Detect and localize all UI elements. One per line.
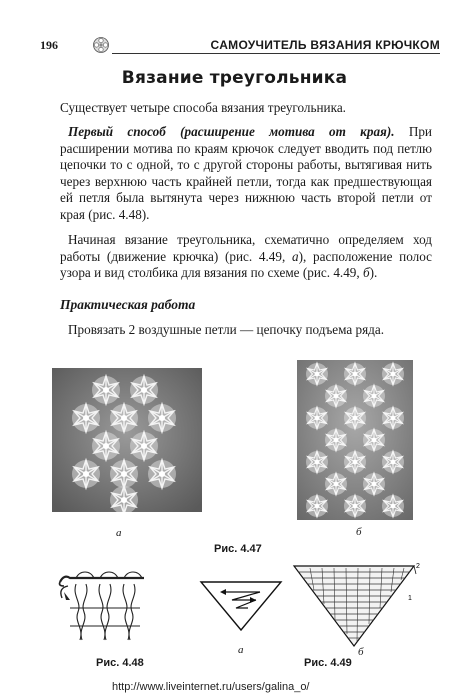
practical-step: Провязать 2 воздушные петли — цепочку подъема ряда.: [68, 322, 385, 337]
method1-paragraph: [60, 124, 432, 223]
start-ref-b: б: [363, 265, 370, 280]
method1-text: При расширении мотива по краям крючок следует вводить под петлю цепочки то с одной, то с другой стороны работы, вытягивая нить через верхнюю часть крайней петли, тогда как предшествующая ей петля была вытянута через нижнюю часть второй петли от края (рис. 4.48).: [60, 124, 432, 222]
start-text-3: ).: [369, 265, 378, 280]
section-title: Вязание треугольника: [121, 68, 348, 88]
chart-mark-1: 1: [408, 595, 412, 602]
fig448-caption: Рис. 4.48: [96, 657, 144, 669]
fig449-caption: Рис. 4.49: [304, 657, 352, 669]
lace-photo-b: [297, 360, 413, 520]
flower-ornament-icon: [92, 36, 110, 54]
practical-heading: Практическая работа: [60, 297, 196, 312]
header-rule: [112, 53, 440, 54]
running-title: САМОУЧИТЕЛЬ ВЯЗАНИЯ КРЮЧКОМ: [210, 38, 440, 52]
fig447-label-b: б: [356, 526, 362, 538]
watermark-url: http://www.liveinternet.ru/users/galina_o/: [112, 681, 310, 693]
stitch-pattern-chart: [290, 560, 426, 650]
method1-start-paragraph: [60, 232, 432, 282]
page-number: 196: [40, 38, 58, 52]
intro-paragraph: Существует четыре способа вязания треугольника.: [60, 100, 346, 115]
start-text-1: Начиная вязание треугольника, схематично определяем ход работы (движение крючка) (рис. 4.49,: [60, 232, 432, 264]
chart-mark-2: 2: [416, 563, 420, 570]
method1-lead: Первый способ (расширение мотива от края).: [68, 124, 395, 139]
lace-photo-a: [52, 368, 202, 512]
hook-direction-diagram: [198, 578, 284, 634]
fig447-label-a: а: [116, 527, 122, 539]
page-header: [40, 36, 440, 56]
fig449-label-b: б: [358, 646, 364, 658]
fig449-label-a: а: [238, 644, 244, 656]
start-ref-a: а: [292, 248, 299, 264]
start-text-2: ), расположение полос узора и вид столбика для вязания по схеме (рис. 4.49,: [60, 248, 432, 280]
crochet-hook-illustration: [56, 568, 152, 652]
fig447-caption: Рис. 4.47: [214, 543, 262, 555]
